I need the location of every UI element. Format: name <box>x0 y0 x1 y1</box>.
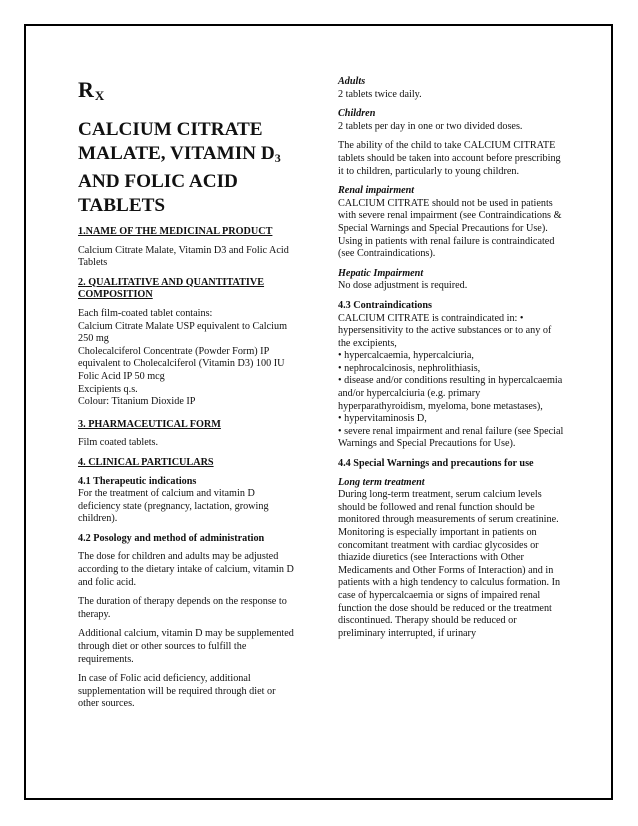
section-1-text: Calcium Citrate Malate, Vitamin D3 and Folic Acid Tablets <box>78 244 289 269</box>
section-4-4-heading: 4.4 Special Warnings and precautions for use <box>338 458 534 470</box>
section-4-2-heading: 4.2 Posology and method of administration <box>78 532 265 544</box>
rx-symbol: $R_X$ <box>78 77 106 103</box>
composition-item: Calcium Citrate Malate USP equivalent to Calcium 250 mg <box>78 320 287 345</box>
posology-paragraph: The dose for children and adults may be adjusted according to the dietary intake of calcium, vitamin D and folic acid. <box>78 551 294 588</box>
section-4-1-heading: 4.1 Therapeutic indications <box>78 475 197 487</box>
right-column <box>338 76 566 647</box>
contraindication-item: • hypercalcaemia, hypercalciuria, <box>338 350 474 362</box>
children-heading: Children <box>338 108 376 120</box>
renal-text: CALCIUM CITRATE should not be used in patients with severe renal impairment (see Contraindications & Special Warnings and Special Precautions for Use). Using in patients with renal failure is contraindicated (see Contraindications). <box>338 197 562 260</box>
composition-item: Folic Acid IP 50 mcg <box>78 370 165 382</box>
long-term-heading: Long term treatment <box>338 476 425 488</box>
posology-paragraph: In case of Folic acid deficiency, additional supplementation will be required through diet or other sources. <box>78 673 276 710</box>
contraindications-list <box>338 313 566 452</box>
contraindication-item: • disease and/or conditions resulting in hypercalcaemia and/or hypercalciuria (e.g. primary hyperparathyroidism, myeloma, bone metastases), <box>338 375 563 412</box>
contraindication-item: • hypervitaminosis D, <box>338 413 427 425</box>
children-text: 2 tablets per day in one or two divided doses. <box>338 120 523 132</box>
left-column <box>78 78 296 718</box>
section-2-heading: 2. QUALITATIVE AND QUANTITATIVE COMPOSITION <box>78 276 265 301</box>
composition-list <box>78 308 296 409</box>
hepatic-heading: Hepatic Impairment <box>338 267 424 279</box>
renal-heading: Renal impairment <box>338 185 415 197</box>
section-4-1-text: For the treatment of calcium and vitamin D deficiency state (pregnancy, lactation, growing children). <box>78 488 269 525</box>
section-3-text: Film coated tablets. <box>78 437 159 449</box>
product-title: CALCIUM CITRATE MALATE, VITAMIN $D_3$ AND FOLIC ACID TABLETS <box>78 119 281 216</box>
posology-paragraph: The duration of therapy depends on the response to therapy. <box>78 596 287 620</box>
contraindication-item: • nephrocalcinosis, nephrolithiasis, <box>338 362 481 374</box>
composition-item: Cholecalciferol Concentrate (Powder Form) IP equivalent to Cholecalciferol (Vitamin D3) 100 IU <box>78 345 285 370</box>
section-4-3-heading: 4.3 Contraindications <box>338 299 432 311</box>
composition-item: Excipients q.s. <box>78 383 138 395</box>
section-3-heading: 3. PHARMACEUTICAL FORM <box>78 418 221 430</box>
section-1-heading: 1.NAME OF THE MEDICINAL PRODUCT <box>78 226 273 237</box>
composition-item: Colour: Titanium Dioxide IP <box>78 396 196 408</box>
adults-text: 2 tablets twice daily. <box>338 88 422 100</box>
contraindication-item: CALCIUM CITRATE is contraindicated in: • hypersensitivity to the active substances or to any of the excipients, <box>338 312 552 349</box>
contraindication-item: • severe renal impairment and renal failure (see Special Warnings and Special Precautions for Use). <box>338 425 564 450</box>
long-term-text: During long-term treatment, serum calcium levels should be followed and renal function should be monitored through measurements of serum creatinine. Monitoring is especially important in patients on concomitant treatment with cardiac glycosides or thiazide diuretics (see Interactions with Other Medicaments and Other Forms of Interaction) and in patients with a high tendency to calculus formation. In case of hypercalcaemia or signs of impaired renal function the dose should be reduced or the treatment discontinued. Therapy should be reduced or preliminary interrupted, if urinary <box>338 489 561 639</box>
section-4-heading: 4. CLINICAL PARTICULARS <box>78 456 214 468</box>
posology-paragraph: Additional calcium, vitamin D may be supplemented through diet or other sources to fulfill the requirements. <box>78 628 294 665</box>
hepatic-text: No dose adjustment is required. <box>338 280 468 292</box>
children-paragraph: The ability of the child to take CALCIUM CITRATE tablets should be taken into account before prescribing it to children, particularly to young children. <box>338 140 561 177</box>
composition-item: Each film-coated tablet contains: <box>78 307 213 319</box>
adults-heading: Adults <box>338 76 366 87</box>
